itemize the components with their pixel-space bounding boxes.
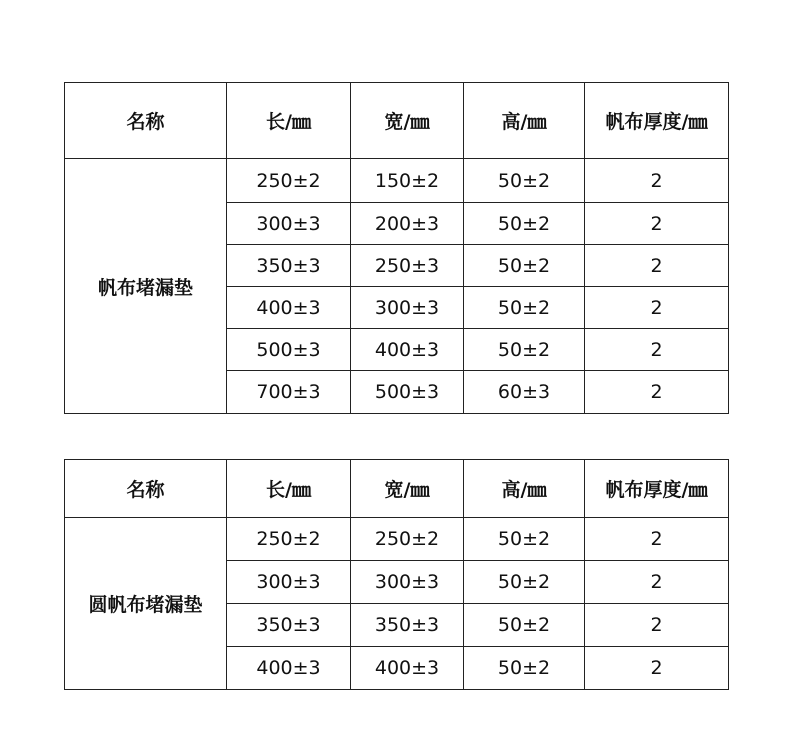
width-cell: 400±3	[351, 329, 464, 371]
thickness-cell: 2	[585, 604, 729, 647]
length-cell: 400±3	[227, 287, 351, 329]
length-cell: 250±2	[227, 159, 351, 203]
thickness-cell: 2	[585, 203, 729, 245]
length-cell: 300±3	[227, 561, 351, 604]
length-cell: 350±3	[227, 604, 351, 647]
spec-table-canvas-pad	[64, 82, 729, 414]
height-cell: 50±2	[464, 203, 585, 245]
width-cell: 350±3	[351, 604, 464, 647]
length-cell: 700±3	[227, 371, 351, 414]
width-cell: 250±3	[351, 245, 464, 287]
thickness-cell: 2	[585, 561, 729, 604]
header-length: 长/㎜	[227, 83, 351, 159]
table-row	[65, 159, 729, 203]
thickness-cell: 2	[585, 647, 729, 690]
height-cell: 50±2	[464, 561, 585, 604]
length-cell: 500±3	[227, 329, 351, 371]
header-canvas-thickness: 帆布厚度/㎜	[585, 460, 729, 518]
width-cell: 300±3	[351, 287, 464, 329]
header-length: 长/㎜	[227, 460, 351, 518]
header-width: 宽/㎜	[351, 83, 464, 159]
width-cell: 400±3	[351, 647, 464, 690]
header-name: 名称	[65, 460, 227, 518]
length-cell: 300±3	[227, 203, 351, 245]
product-name-cell: 帆布堵漏垫	[65, 159, 227, 414]
header-row	[65, 460, 729, 518]
height-cell: 50±2	[464, 647, 585, 690]
length-cell: 250±2	[227, 518, 351, 561]
spec-table-round-canvas-pad	[64, 459, 729, 690]
header-name: 名称	[65, 83, 227, 159]
thickness-cell: 2	[585, 159, 729, 203]
width-cell: 500±3	[351, 371, 464, 414]
thickness-cell: 2	[585, 329, 729, 371]
header-height: 高/㎜	[464, 83, 585, 159]
height-cell: 50±2	[464, 287, 585, 329]
header-row	[65, 83, 729, 159]
width-cell: 300±3	[351, 561, 464, 604]
height-cell: 50±2	[464, 604, 585, 647]
height-cell: 60±3	[464, 371, 585, 414]
width-cell: 200±3	[351, 203, 464, 245]
header-canvas-thickness: 帆布厚度/㎜	[585, 83, 729, 159]
height-cell: 50±2	[464, 518, 585, 561]
height-cell: 50±2	[464, 329, 585, 371]
header-height: 高/㎜	[464, 460, 585, 518]
length-cell: 350±3	[227, 245, 351, 287]
width-cell: 150±2	[351, 159, 464, 203]
thickness-cell: 2	[585, 371, 729, 414]
width-cell: 250±2	[351, 518, 464, 561]
thickness-cell: 2	[585, 518, 729, 561]
table-row	[65, 518, 729, 561]
thickness-cell: 2	[585, 245, 729, 287]
thickness-cell: 2	[585, 287, 729, 329]
height-cell: 50±2	[464, 245, 585, 287]
height-cell: 50±2	[464, 159, 585, 203]
header-width: 宽/㎜	[351, 460, 464, 518]
length-cell: 400±3	[227, 647, 351, 690]
product-name-cell: 圆帆布堵漏垫	[65, 518, 227, 690]
